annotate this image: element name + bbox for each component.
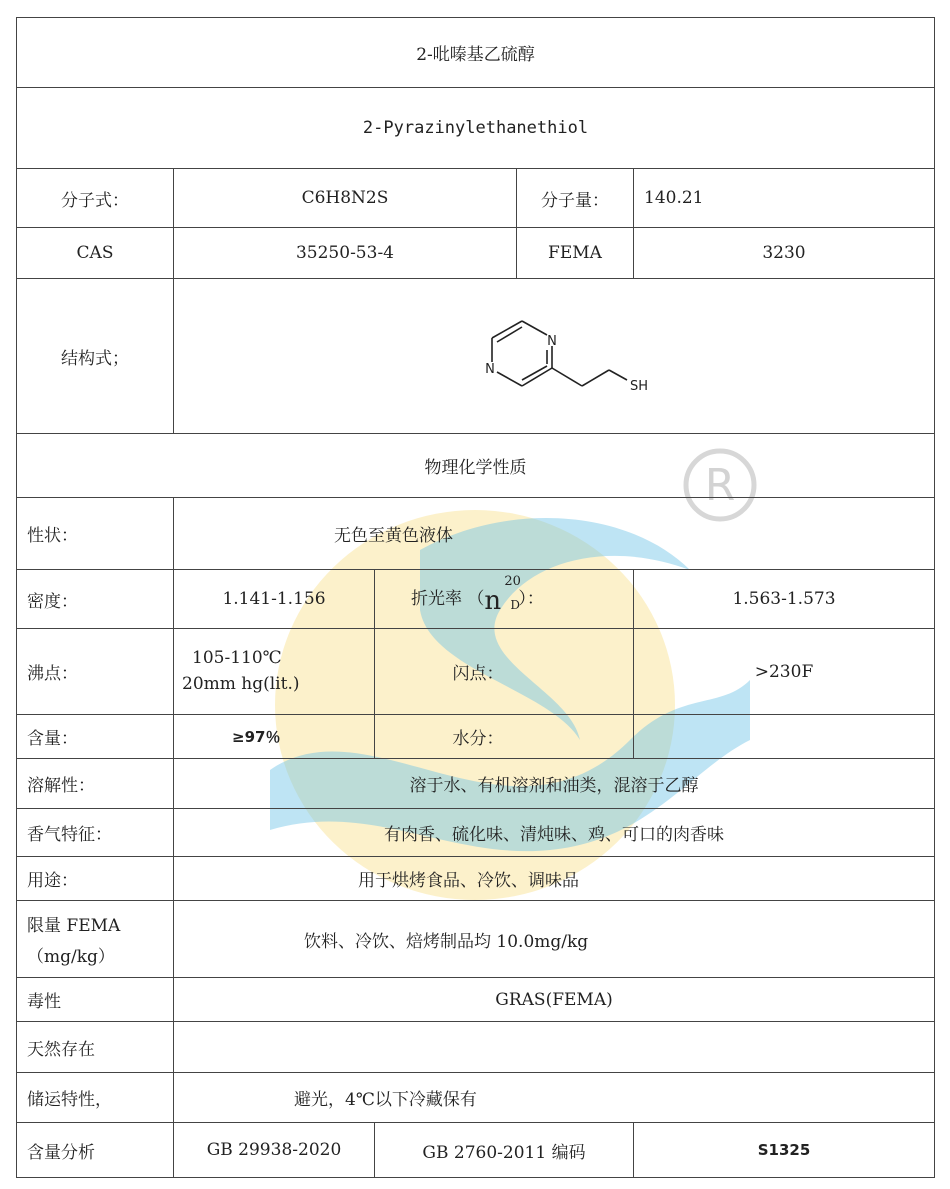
content-label: 含量：: [17, 715, 174, 759]
limit-value: 饮料、冷饮、焙烤制品均 10.0mg/kg: [174, 901, 935, 978]
analysis-std1: GB 29938-2020: [174, 1123, 375, 1178]
formula-row: [17, 169, 935, 228]
structure-diagram: [459, 306, 649, 406]
toxicity-value: GRAS(FEMA): [174, 978, 935, 1022]
flash-label: 闪点：: [375, 629, 634, 715]
atom-sh: SH: [629, 379, 649, 394]
odor-row: [17, 809, 935, 857]
cas-value: 35250-53-4: [174, 228, 517, 279]
title-en-row: [17, 88, 935, 169]
analysis-code: S1325: [634, 1123, 935, 1178]
atom-n-top: N: [547, 334, 557, 349]
structure-label: 结构式；: [17, 279, 174, 434]
storage-value: 避光，4℃以下冷藏保有: [174, 1073, 935, 1123]
svg-text:R: R: [704, 460, 736, 511]
formula-value: C6H8N2S: [174, 169, 517, 228]
structure-row: [17, 279, 935, 434]
solubility-row: [17, 759, 935, 809]
limit-label: 限量 FEMA （mg/kg）: [17, 901, 174, 978]
usage-value: 用于烘烤食品、冷饮、调味品: [174, 857, 935, 901]
toxicity-row: [17, 978, 935, 1022]
water-label: 水分：: [375, 715, 634, 759]
content-value: ≥97％: [174, 715, 375, 759]
flash-value: >230F: [634, 629, 935, 715]
boiling-row: [17, 629, 935, 715]
toxicity-label: 毒性: [17, 978, 174, 1022]
analysis-row: [17, 1123, 935, 1178]
mol-weight-value: 140.21: [634, 169, 935, 228]
water-value: [634, 715, 935, 759]
solubility-value: 溶于水、有机溶剂和油类，混溶于乙醇: [174, 759, 935, 809]
boiling-value: [174, 629, 375, 715]
title-cn-row: [17, 18, 935, 88]
title-en: 2-Pyrazinylethanethiol: [17, 88, 935, 169]
fema-label: FEMA: [517, 228, 634, 279]
limit-row: [17, 901, 935, 978]
product-spec-table: [16, 17, 935, 1178]
cas-row: [17, 228, 935, 279]
natural-value: [174, 1022, 935, 1073]
mol-weight-label: 分子量：: [517, 169, 634, 228]
usage-row: [17, 857, 935, 901]
structure-cell: [174, 279, 935, 434]
natural-row: [17, 1022, 935, 1073]
content-row: [17, 715, 935, 759]
boiling-label: 沸点：: [17, 629, 174, 715]
fema-value: 3230: [634, 228, 935, 279]
appearance-value: 无色至黄色液体: [174, 498, 935, 570]
density-label: 密度：: [17, 570, 174, 629]
density-value: 1.141-1.156: [174, 570, 375, 629]
title-cn: 2-吡嗪基乙硫醇: [17, 18, 935, 88]
boiling-pressure: 20mm hg(lit.): [182, 673, 300, 694]
odor-label: 香气特征：: [17, 809, 174, 857]
appearance-row: [17, 498, 935, 570]
refractive-label: 折光率 （ n 20 D ）：: [375, 570, 634, 629]
odor-value: 有肉香、硫化味、清炖味、鸡、可口的肉香味: [174, 809, 935, 857]
atom-n-left: N: [485, 362, 495, 377]
usage-label: 用途：: [17, 857, 174, 901]
analysis-std2: GB 2760-2011 编码: [375, 1123, 634, 1178]
storage-row: [17, 1073, 935, 1123]
nd-symbol: n 20 D: [484, 574, 521, 617]
section-title-row: [17, 434, 935, 498]
section-title: 物理化学性质: [17, 434, 935, 498]
solubility-label: 溶解性：: [17, 759, 174, 809]
storage-label: 储运特性，: [17, 1073, 174, 1123]
appearance-label: 性状：: [17, 498, 174, 570]
density-row: [17, 570, 935, 629]
formula-label: 分子式：: [17, 169, 174, 228]
refractive-value: 1.563-1.573: [634, 570, 935, 629]
cas-label: CAS: [17, 228, 174, 279]
boiling-temp: 105-110℃: [192, 648, 282, 668]
analysis-label: 含量分析: [17, 1123, 174, 1178]
natural-label: 天然存在: [17, 1022, 174, 1073]
